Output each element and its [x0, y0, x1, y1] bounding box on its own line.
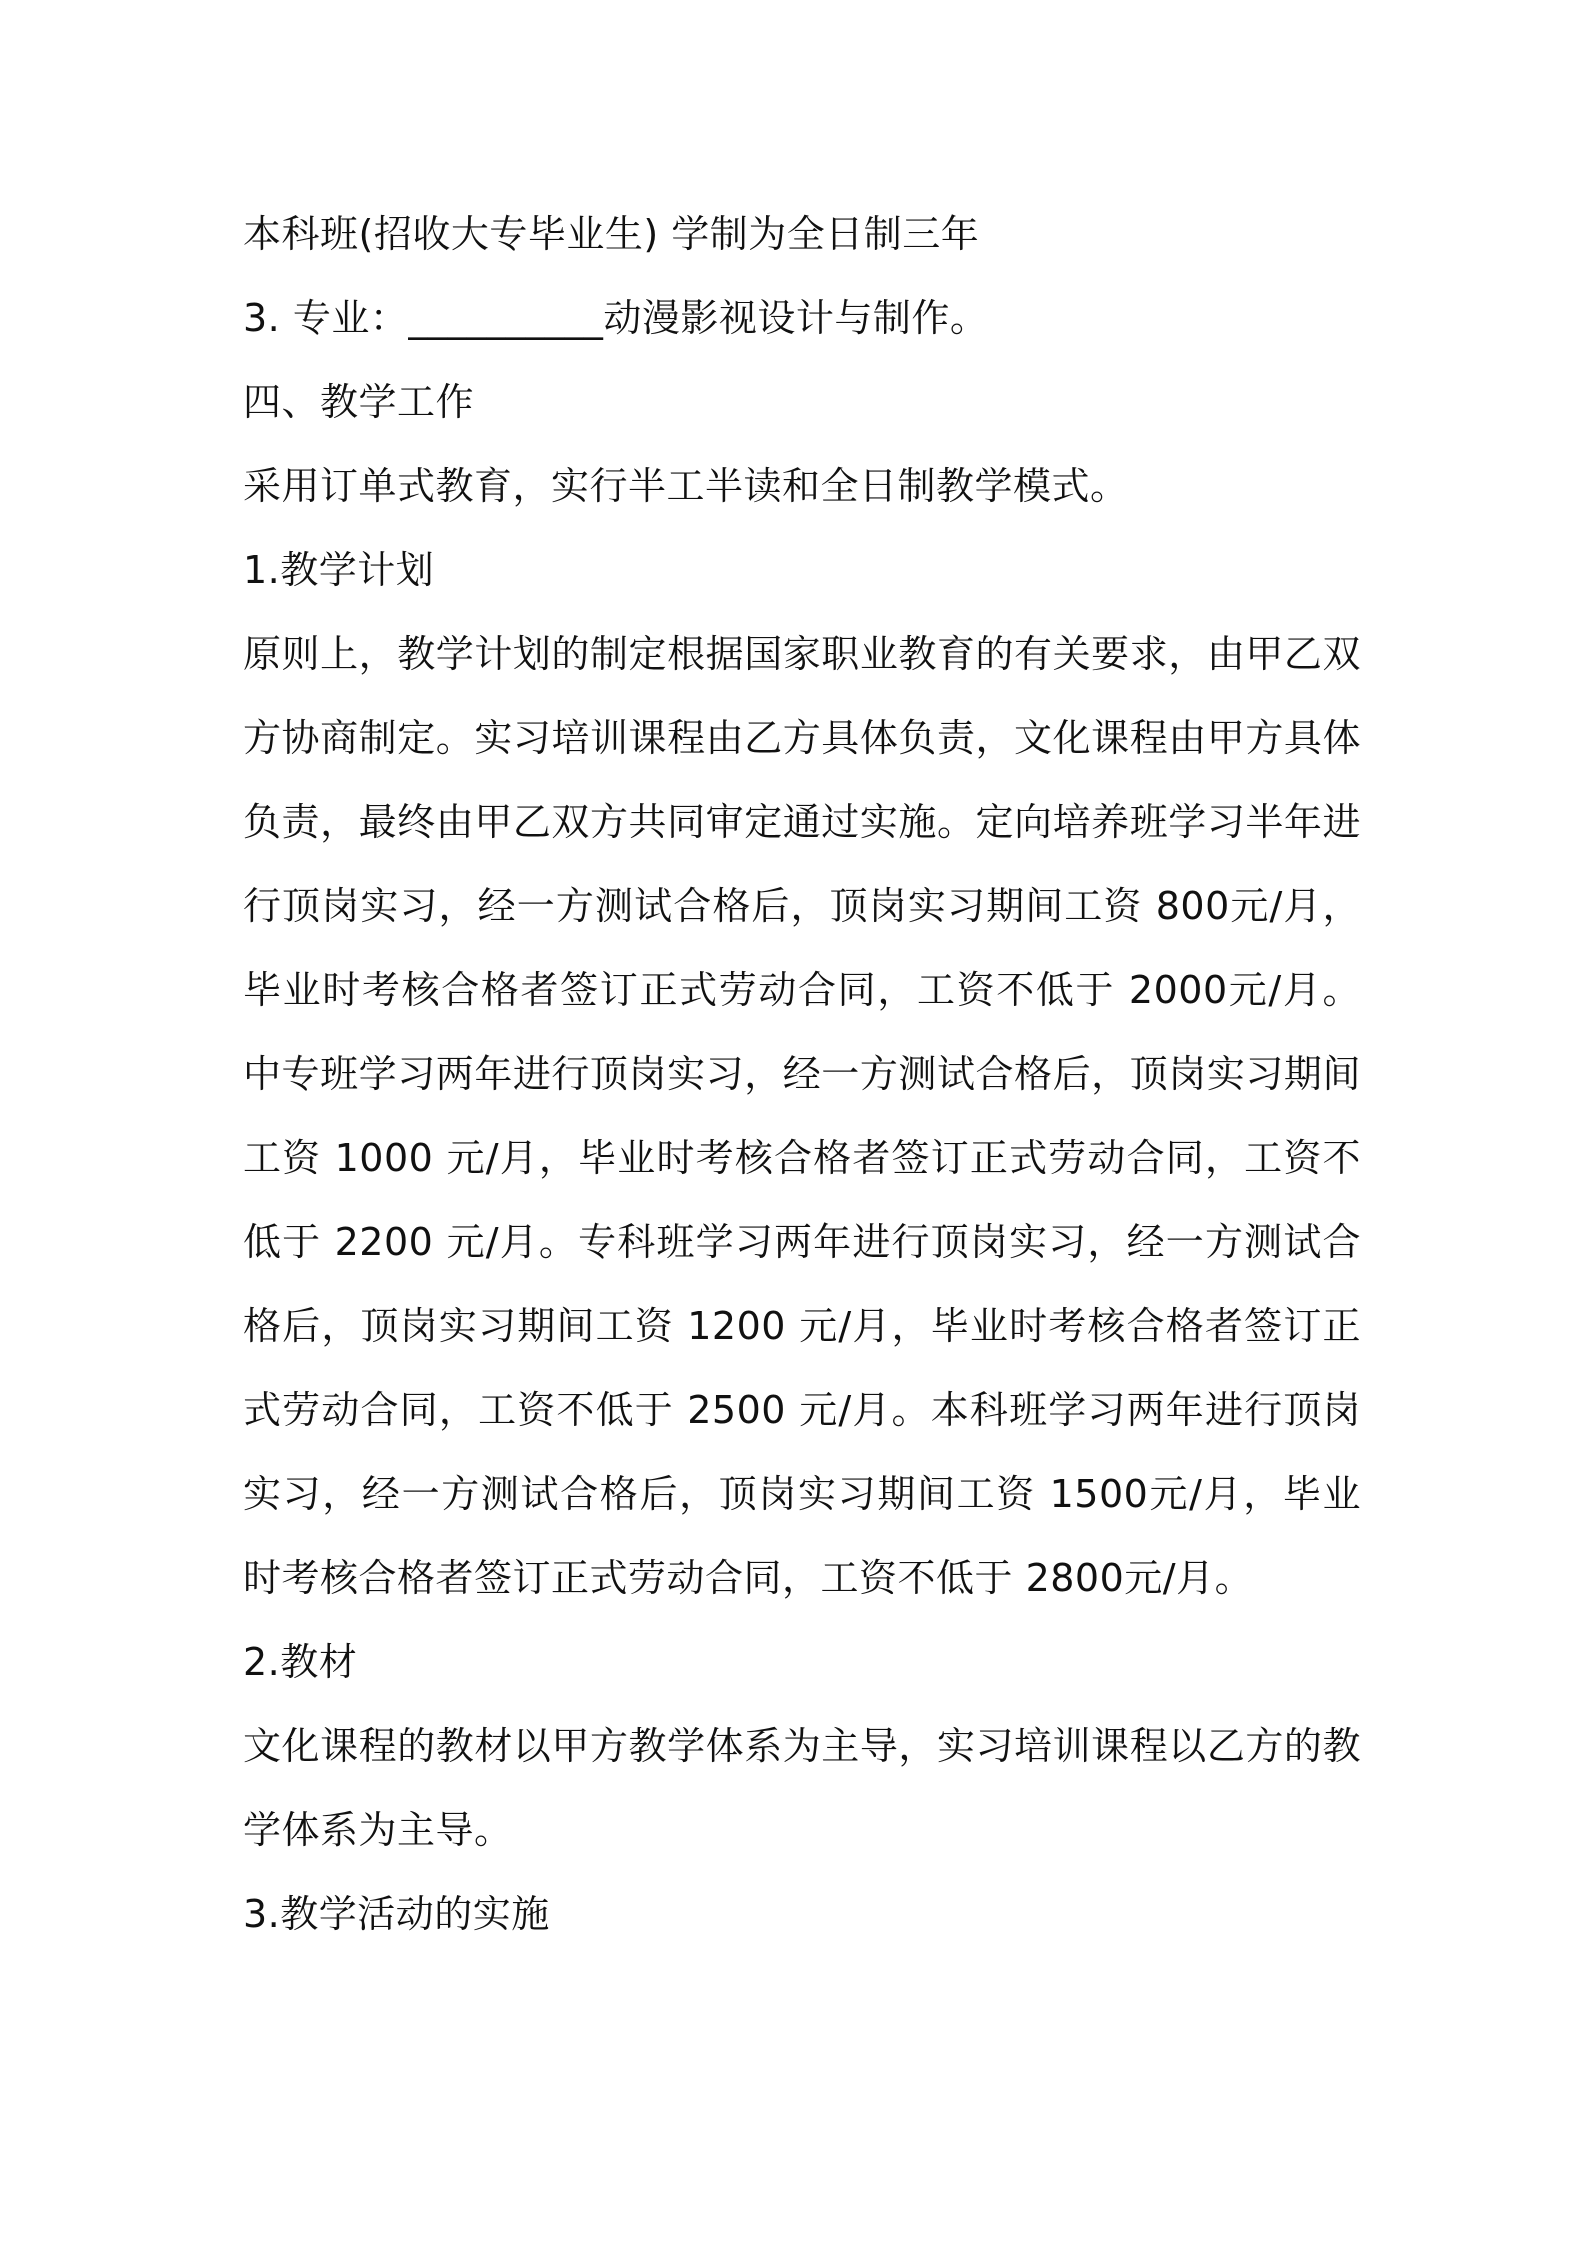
subheading-teaching-activities: 3.教学活动的实施 — [243, 1892, 550, 1936]
section-heading-teaching: 四、教学工作 — [243, 380, 475, 424]
teaching-plan-paragraph: 原则上，教学计划的制定根据国家职业教育的有关要求，由甲乙双方协商制定。实习培训课程由乙方具体负责，文化课程由甲方具体负责，最终由甲乙双方共同审定通过实施。定向培养班学习半年进行顶岗实习，经一方测试合格后，顶岗实习期间工资 800元/月，毕业时考核合格者签订正式劳动合同，工资不低于 2000元/月。中专班学习两年进行顶岗实习，经一方测试合格后，顶岗实习期间工资 1000 元/月，毕业时考核合格者签订正式劳动合同，工资不低于 2200 元/月。专科班学习两年进行顶岗实习，经一方测试合格后，顶岗实习期间工资 1200 元/月，毕业时考核合格者签订正式劳动合同，工资不低于 2500 元/月。本科班学习两年进行顶岗实习，经一方测试合格后，顶岗实习期间工资 1500元/月，毕业时考核合格者签订正式劳动合同，工资不低于 2800元/月。 — [243, 632, 1361, 1600]
major-line: 3. 专业：__________动漫影视设计与制作。 — [243, 296, 989, 340]
document-body — [243, 192, 1361, 1956]
subheading-teaching-plan: 1.教学计划 — [243, 548, 435, 592]
materials-paragraph: 文化课程的教材以甲方教学体系为主导，实习培训课程以乙方的教学体系为主导。 — [243, 1724, 1361, 1852]
class-duration-line: 本科班(招收大专毕业生) 学制为全日制三年 — [243, 212, 980, 256]
teaching-mode-line: 采用订单式教育，实行半工半读和全日制教学模式。 — [243, 464, 1129, 508]
subheading-materials: 2.教材 — [243, 1640, 358, 1684]
